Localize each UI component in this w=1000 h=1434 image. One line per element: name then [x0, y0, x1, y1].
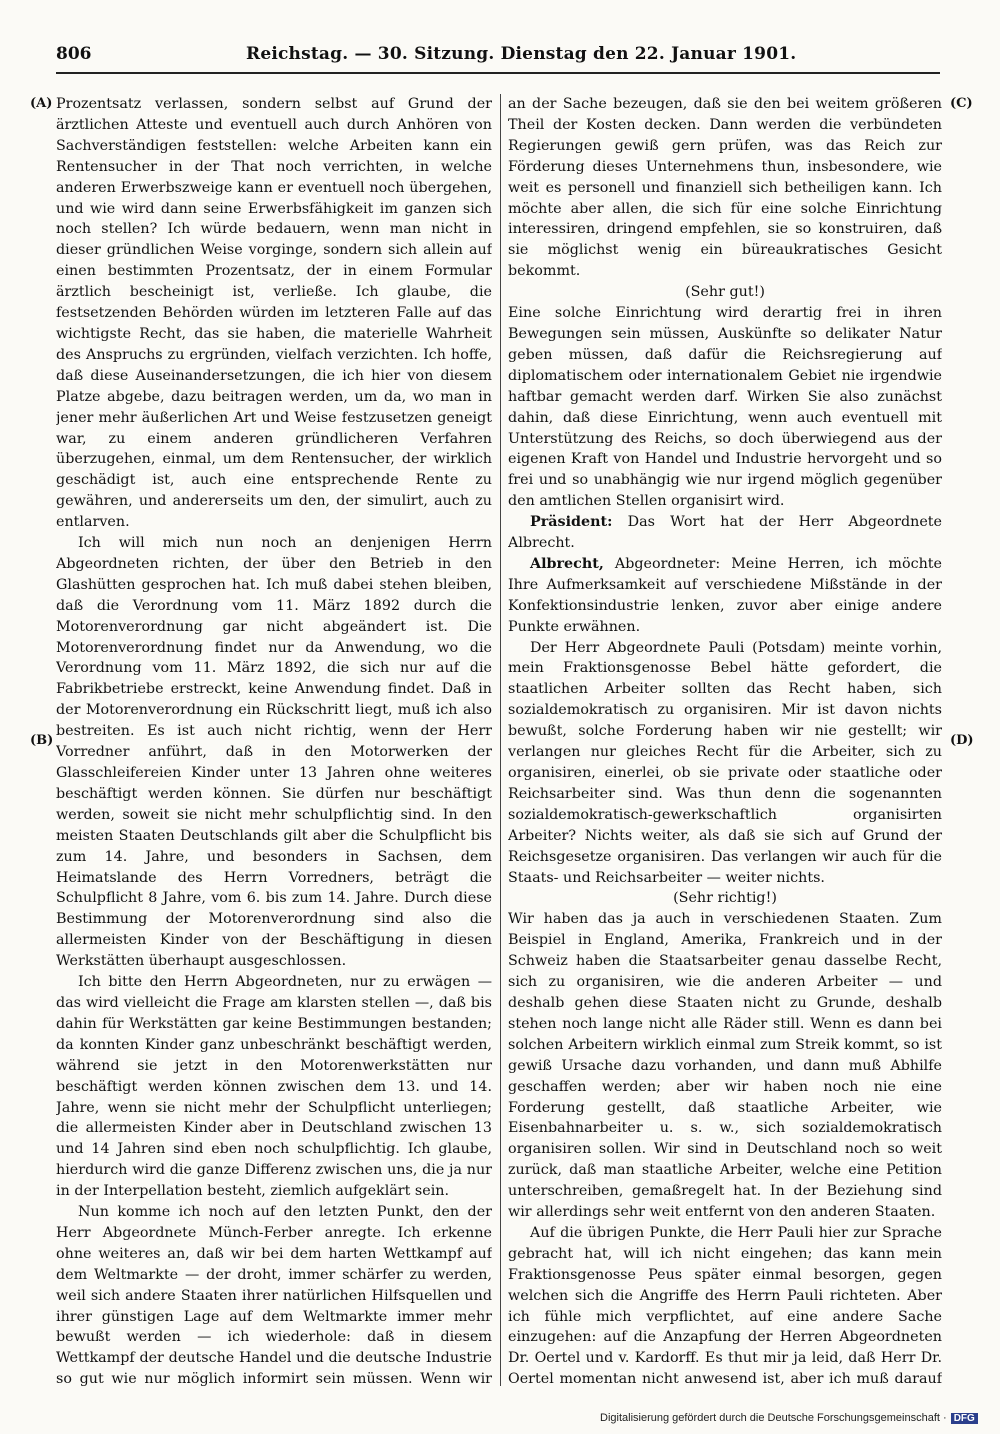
paragraph: Nun komme ich noch auf den letzten Punkt, den der Herr Abgeordnete Münch-Ferber anregte. Ich erkenne ohne weiteres an, daß wir bei dem harten Wettkampf auf dem Weltmarkte — der droht, immer schärfer zu werden, weil sich andere Staaten ihrer natürlichen Hilfsquellen und ihrer günstigen Lage auf dem Weltmarkte immer mehr bewußt werden — ich wiederhole: daß in diesem Wettkampf der deutsche Handel und die deutsche Industrie so gut wie nur möglich informirt sein müssen. Wenn wir [56, 1204, 492, 1386]
header-rule [56, 72, 940, 74]
paragraph: Auf die übrigen Punkte, die Herr Pauli hier zur Sprache gebracht hat, will ich nicht eingehen; das kann mein Fraktionsgenosse Peus später einmal besorgen, gegen welchen sich die Angriffe des Herrn Pauli richteten. Aber ich fühle mich verpflichtet, auf eine andere Sache einzugehen: auf die Anzapfung der Herren Abgeordneten Dr. Oertel und v. Kardorff. Es thut mir ja leid, daß Herr Dr. Oertel momentan nicht anwesend ist, aber ich muß darauf [508, 1224, 942, 1386]
interjection: (Sehr richtig!) [673, 890, 777, 907]
paragraph: Der Herr Abgeordnete Pauli (Potsdam) meinte vorhin, mein Fraktionsgenosse Bebel hätte gefordert, die staatlichen Arbeiter sollten das Recht haben, sich sozialdemokratisch zu organisiren. Mir ist davon nichts bewußt, solche Forderung haben wir nie gestellt; wir verlangen nur gleiches Recht für die Arbeiter, sich zu organisiren, einerlei, ob sie private oder staatliche oder Reichsarbeiter sind. Was thun denn die sogenannten sozialdemokratisch-gewerkschaftlich organisirten Arbeiter? Nichts weiter, als daß sie sich auf Grund der Reichsgesetze organisiren. Das verlangen wir auch für die Staats- und Reichsarbeiter — weiter nichts. [508, 639, 942, 886]
speaker-name: Präsident: [530, 514, 613, 531]
footer-text: Digitalisierung gefördert durch die Deutsche Forschungsgemeinschaft · [600, 1412, 947, 1424]
paragraph: Eine solche Einrichtung wird derartig frei in ihren Bewegungen sein müssen, Auskünfte so delikater Natur geben müssen, daß dafür die Reichsregierung auf diplomatischem oder internationalem Gebiet nie irgendwie haftbar gemacht werden darf. Wirken Sie also zunächst dahin, daß diese Einrichtung, wenn auch eventuell mit Unterstützung des Reichs, so doch überwiegend aus der eigenen Kraft von Handel und Industrie hervorgeht und so frei und so unabhängig wie nur irgend möglich gegenüber den amtlichen Stellen organisirt wird. [508, 305, 942, 510]
margin-marker-b: (B) [30, 733, 54, 748]
margin-marker-c: (C) [950, 96, 973, 111]
running-head: Reichstag. — 30. Sitzung. Dienstag den 22. Januar 1901. [246, 44, 797, 64]
page-number: 806 [56, 44, 92, 64]
dfg-logo: DFG [951, 1413, 978, 1424]
speaker-text: Abgeordneter: Meine Herren, ich möchte Ihre Aufmerksamkeit auf verschiedene Mißstände in der Konfektionsindustrie lenken, zuvor aber einige andere Punkte erwähnen. [508, 555, 942, 635]
paragraph: Ich bitte den Herrn Abgeordneten, nur zu erwägen — das wird vielleicht die Frage am klarsten stellen —, daß bis dahin für Werkstätten gar keine Bestimmungen bestanden; da konnten Kinder ganz unbeschränkt beschäftigt werden, während sie jetzt in den Motorenwerkstätten nur beschäftigt werden können zwischen dem 13. und 14. Jahre, wenn sie nicht mehr der Schulpflicht unterliegen; die allermeisten Kinder aber in Deutschland zwischen 13 und 14 Jahren sind eben noch schulpflichtig. Ich glaube, hierdurch wird die ganze Differenz zwischen uns, die ja nur in der Interpellation besteht, ziemlich aufgeklärt sein. [56, 974, 492, 1200]
paragraph: Wir haben das ja auch in verschiedenen Staaten. Zum Beispiel in England, Amerika, Frankreich und in der Schweiz haben die Staatsarbeiter genau dasselbe Recht, sich zu organisiren, wie die anderen Arbeiter — und deshalb gehen diese Staaten nicht zu Grunde, deshalb stehen noch lange nicht alle Räder still. Wenn es dann bei solchen Arbeitern wirklich einmal zum Streik kommt, so ist gewiß Ursache dazu vorhanden, und dann muß Abhilfe geschaffen werden; aber wir haben noch nie eine Forderung gestellt, daß staatliche Arbeiter, wie Eisenbahnarbeiter u. s. w., sich sozialdemokratisch organisiren sollen. Wir sind in Deutschland noch so weit zurück, daß man staatliche Arbeiter, welche eine Petition unterschreiben, gemaßregelt hat. In der Beziehung sind wir allerdings sehr weit entfernt von den anderen Staaten. [508, 911, 942, 1221]
paragraph: Ich will mich nun noch an denjenigen Herrn Abgeordneten richten, der über den Betrieb in den Glashütten gesprochen hat. Ich muß dabei stehen bleiben, daß die Verordnung vom 11. März 1892 durch die Motorenverordnung gar nicht abgeändert ist. Die Motorenverordnung findet nur da Anwendung, wo die Verordnung vom 11. März 1892, die sich nur auf die Fabrikbetriebe erstreckt, keine Anwendung findet. Daß in der Motorenverordnung ein Rückschritt liegt, muß ich also bestreiten. Es ist auch nicht richtig, wenn der Herr Vorredner anführt, daß in den Motorwerken der Glasschleifereien Kinder unter 13 Jahren ohne weiteres beschäftigt werden können. Sie dürfen nur beschäftigt werden, soweit sie nicht mehr schulpflichtig sind. In den meisten Staaten Deutschlands gilt aber die Schulpflicht bis zum 14. Jahre, und besonders in Sachsen, dem Heimatslande des Herrn Vorredners, beträgt die Schulpflicht 8 Jahre, vom 6. bis zum 14. Jahre. Durch diese Bestimmung der Motorenverordnung sind also die allermeisten Kinder von der Beschäftigung in diesen Werkstätten überhaupt ausgeschlossen. [56, 535, 492, 970]
column-divider [500, 94, 501, 1386]
left-column [56, 94, 492, 1386]
interjection: (Sehr gut!) [685, 284, 765, 301]
paragraph: Prozentsatz verlassen, sondern selbst auf Grund der ärztlichen Atteste und eventuell auch durch Anhören von Sachverständigen feststellen: welche Arbeiten kann ein Rentensucher in der That noch verrichten, in welche anderen Erwerbszweige kann er eventuell noch übergehen, und wie wird dann seine Erwerbsfähigkeit im ganzen sich noch stellen? Ich würde bedauern, wenn man nicht in dieser gründlichen Weise vorginge, sondern sich allein auf einen bestimmten Prozentsatz, der in einem Formular ärztlich bescheinigt ist, verließe. Ich glaube, die festsetzenden Behörden würden im letzteren Falle auf das wichtigste Recht, das sie haben, die materielle Wahrheit des Anspruchs zu ergründen, vielfach verzichten. Ich hoffe, daß diese Auseinandersetzungen, die ich hier von diesem Platze abgebe, dazu beitragen werden, um da, wo man in jener mehr äußerlichen Art und Weise festzusetzen geneigt war, zu einem anderen gründlicheren Verfahren überzugehen, einmal, um dem Rentensucher, der wirklich geschädigt ist, auch eine entsprechende Rente zu gewähren, und andererseits um den, der simulirt, auch zu entlarven. [56, 96, 492, 531]
speaker-text: Das Wort hat der Herr Abgeordnete Albrecht. [508, 514, 942, 552]
paragraph: an der Sache bezeugen, daß sie den bei weitem größeren Theil der Kosten decken. Dann werden die verbündeten Regierungen gewiß gern prüfen, was das Reich zur Förderung dieses Unternehmens thun, insbesondere, wie weit es personell und finanziell sich betheiligen kann. Ich möchte aber allen, die sich für eine solche Einrichtung interessiren, dringend empfehlen, sie so konstruiren, daß sie möglichst wenig ein büreaukratisches Gesicht bekommt. [508, 96, 942, 280]
footer [600, 1412, 978, 1424]
speaker-name: Albrecht, [530, 555, 604, 572]
speaker-paragraph [508, 554, 942, 638]
margin-marker-d: (D) [950, 733, 974, 748]
speaker-paragraph [508, 512, 942, 554]
right-column [508, 94, 942, 1386]
page-header [56, 44, 940, 70]
margin-marker-a: (A) [30, 96, 53, 111]
